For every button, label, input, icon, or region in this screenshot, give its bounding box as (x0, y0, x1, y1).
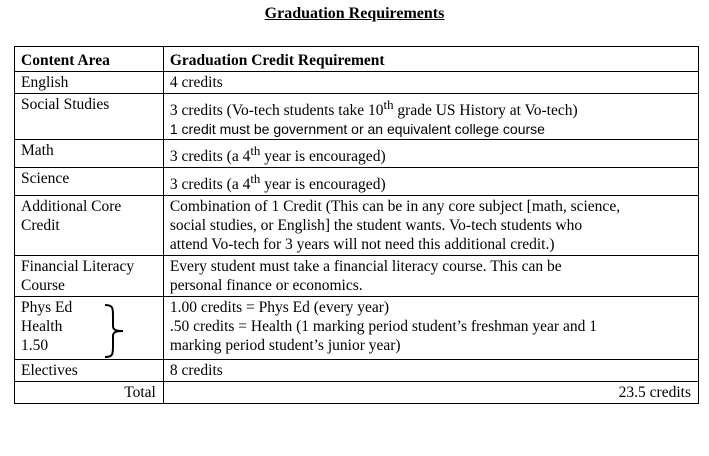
table-row (15, 196, 699, 256)
table-row (15, 140, 699, 168)
total-row (15, 382, 699, 404)
table-row (15, 256, 699, 297)
curly-brace-icon (101, 302, 129, 360)
total-value: 23.5 credits (163, 382, 698, 404)
header-content-area: Content Area (15, 47, 164, 72)
requirement-cell (163, 94, 698, 140)
requirement-cell: 3 credits (a 4th year is encouraged) (163, 140, 698, 168)
page-title: Graduation Requirements (264, 5, 445, 22)
table-header-row (15, 47, 699, 72)
area-cell: Science (15, 168, 164, 196)
requirement-line: 3 credits (Vo-tech students take 10th grade US History at Vo-tech) (169, 97, 578, 120)
requirement-cell: Combination of 1 Credit (This can be in any core subject [math, science, social studies, or English] the student wants. Vo-tech students who attend Vo-tech for 3 years will not need this additional credit.) (163, 196, 698, 256)
requirement-note: 1 credit must be government or an equivalent college course (169, 121, 545, 138)
requirement-cell: Every student must take a financial literacy course. This can be personal finance or economics. (163, 256, 698, 297)
table-row (15, 360, 699, 382)
requirement-cell: 1.00 credits = Phys Ed (every year) .50 credits = Health (1 marking period student’s freshman year and 1 marking period student’s junior year) (163, 297, 698, 360)
requirements-table (14, 46, 699, 404)
total-label: Total (15, 382, 164, 404)
area-cell: English (15, 72, 164, 94)
requirement-cell: 4 credits (163, 72, 698, 94)
table-row (15, 94, 699, 140)
area-cell: Financial Literacy Course (15, 256, 164, 297)
table-row (15, 168, 699, 196)
area-cell: Math (15, 140, 164, 168)
table-row (15, 72, 699, 94)
requirement-cell: 8 credits (163, 360, 698, 382)
requirement-cell: 3 credits (a 4th year is encouraged) (163, 168, 698, 196)
header-credit-requirement: Graduation Credit Requirement (163, 47, 698, 72)
area-cell: Phys Ed Health 1.50 (15, 297, 164, 360)
area-cell: Social Studies (15, 94, 164, 140)
area-cell: Additional Core Credit (15, 196, 164, 256)
table-row (15, 297, 699, 360)
area-cell: Electives (15, 360, 164, 382)
